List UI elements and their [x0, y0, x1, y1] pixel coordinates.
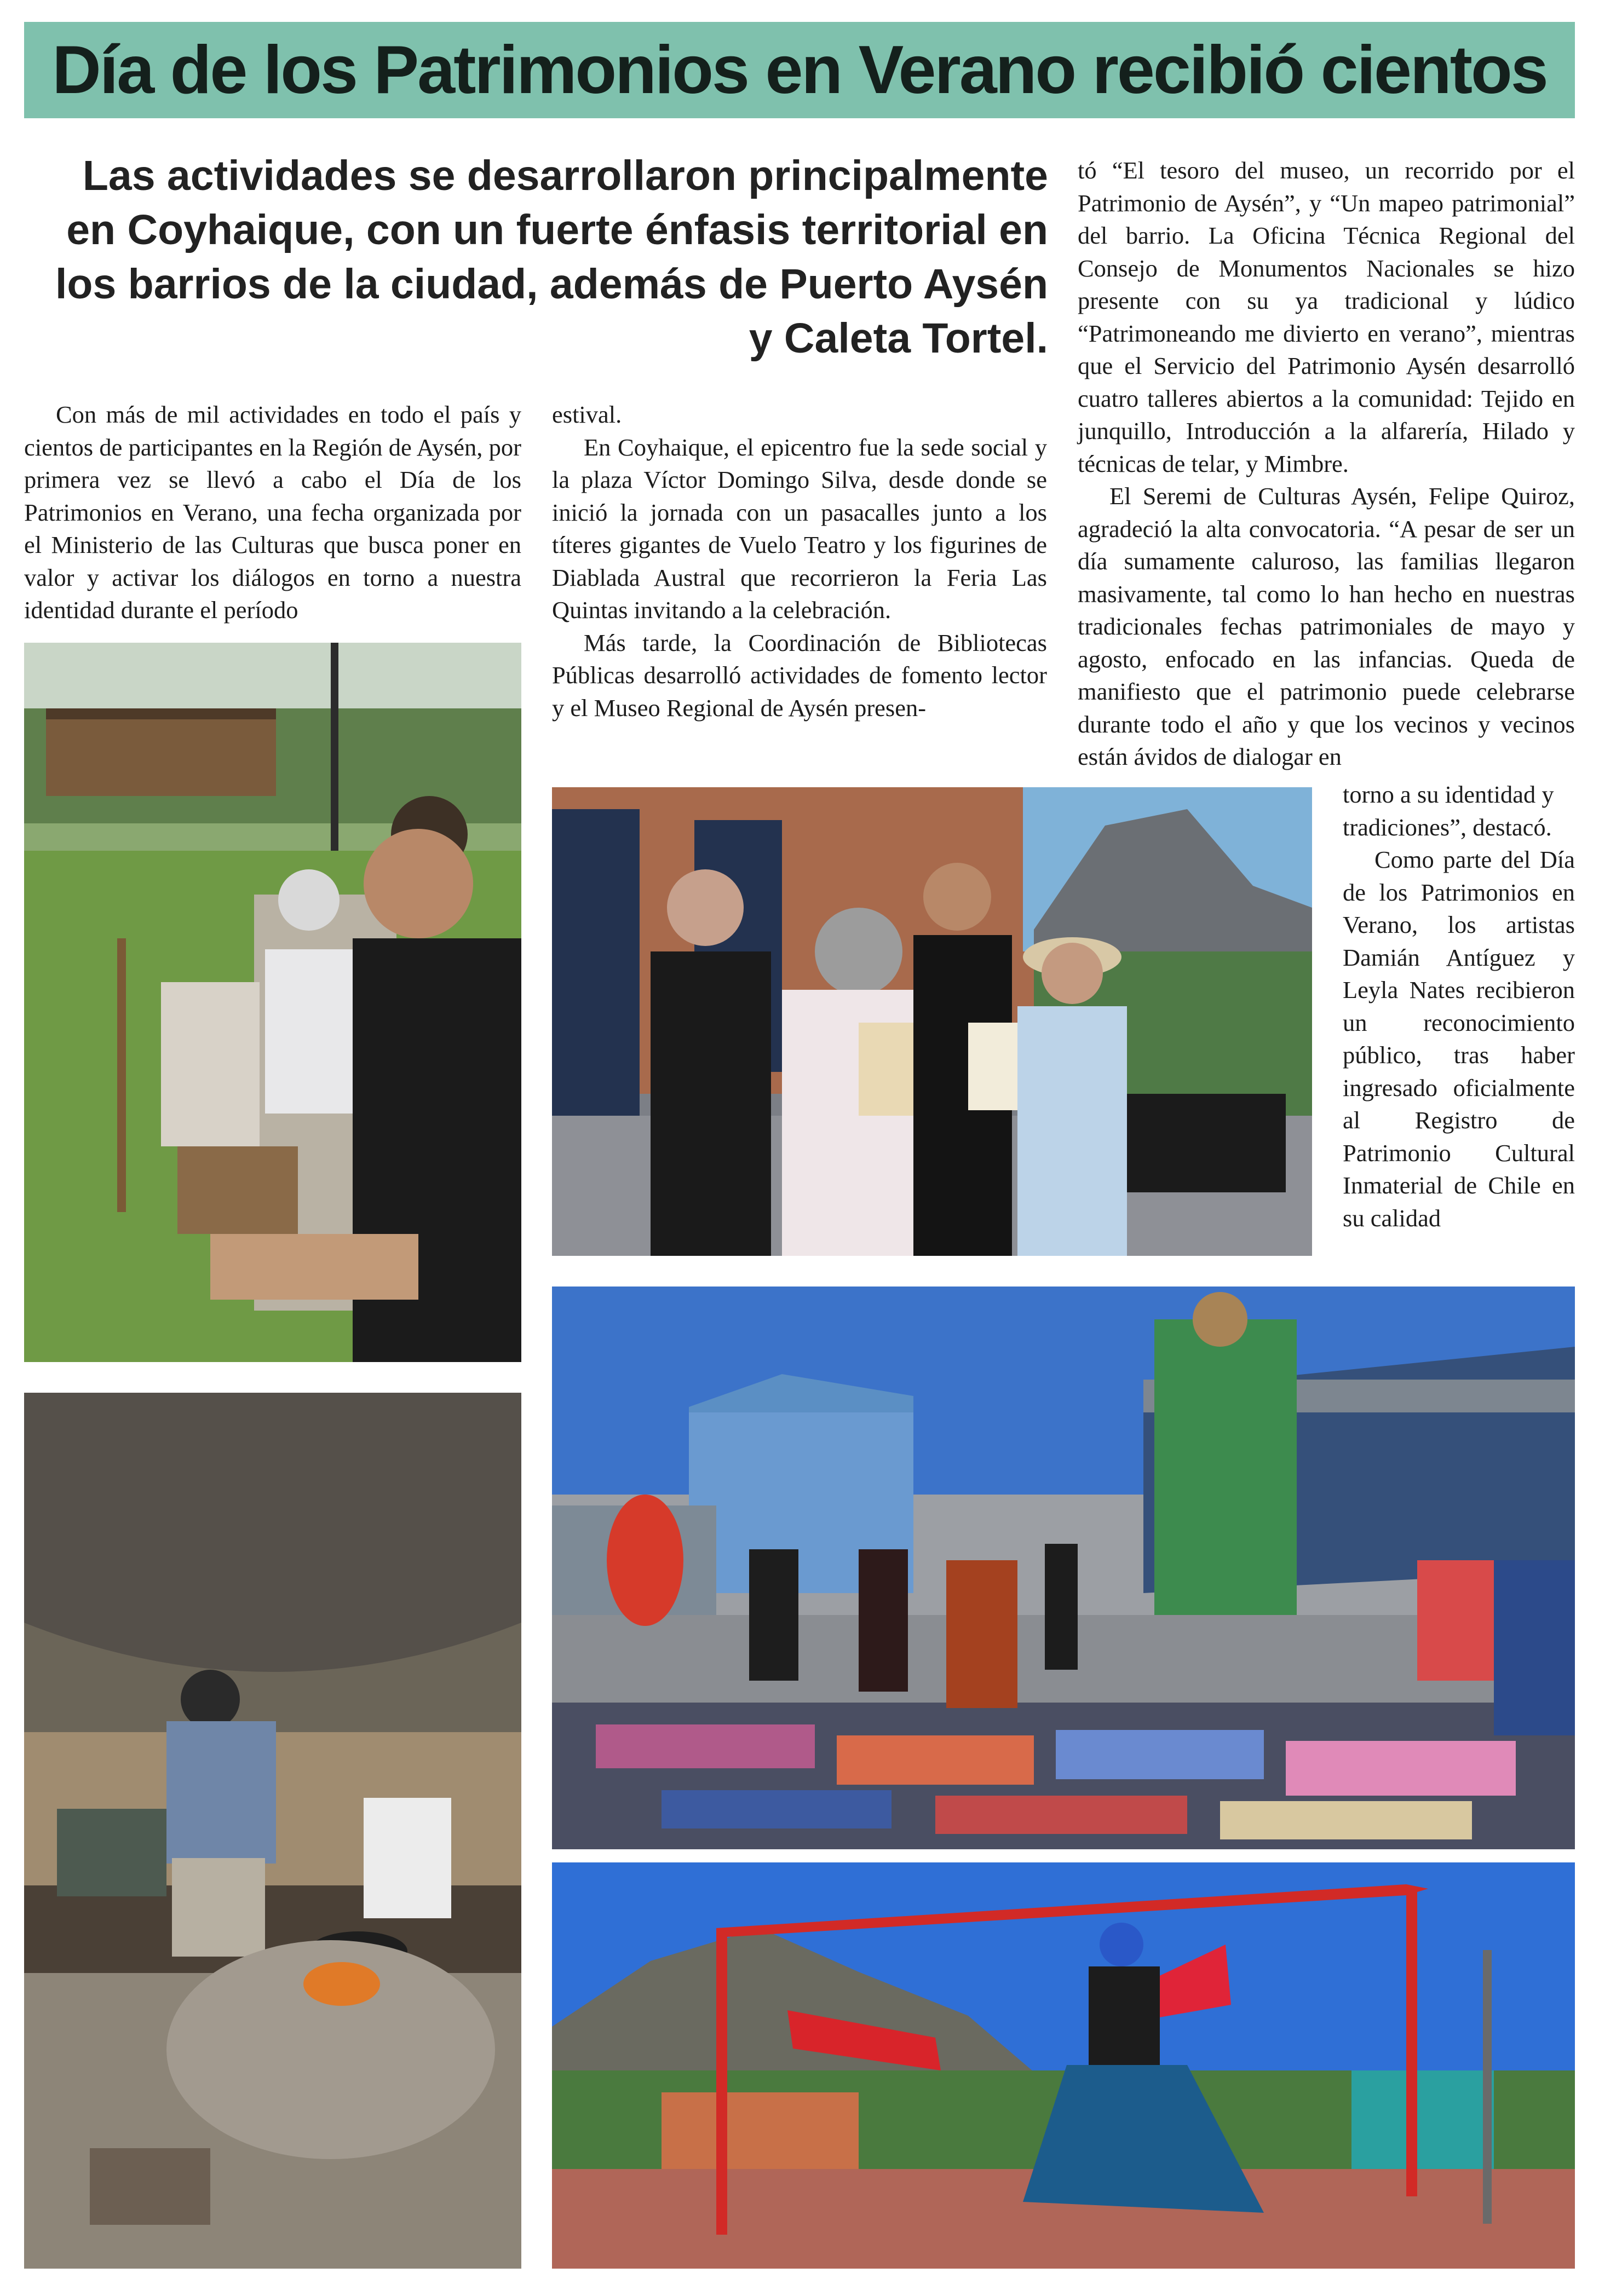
photo-swing-dancer	[552, 1862, 1575, 2269]
col2-paragraph-1: En Coyhaique, el epicentro fue la sede social y la plaza Víctor Domingo Silva, desde donde se inició la jornada con un pasacalles junto a los títeres gigantes de Vuelo Teatro y los figurines de Diablada Austral que recorrieron la Feria Las Quintas invitando a la celebración.	[552, 433, 1047, 624]
headline-bar	[24, 22, 1575, 118]
column-1	[24, 399, 521, 627]
col2-paragraph-2: Más tarde, la Coordinación de Bibliotecas Públicas desarrolló actividades de fomento lector y el Museo Regional de Aysén presen-	[552, 628, 1047, 722]
col3-paragraph-0: tó “El tesoro del museo, un recorrido por el Patrimonio de Aysén”, y “Un mapeo patrimonial” del barrio. La Oficina Técnica Regional del Consejo de Monumentos Nacionales se hizo presente con su ya tradicional y lúdico “Patrimoneando me divierto en verano”, mientras que el Servicio del Patrimonio Aysén desarrolló cuatro talleres abiertos a la comunidad: Tejido en junquillo, Introducción a la alfarería, Hilado y técnicas de telar, y Mimbre.	[1078, 157, 1575, 477]
photo-craft-workshop	[24, 643, 521, 1362]
column-2	[552, 399, 1047, 724]
column-3	[1078, 154, 1575, 774]
headline: Día de los Patrimonios en Verano recibió cientos	[52, 32, 1547, 108]
photo-cooking-fire	[24, 1393, 521, 2269]
column-3-narrow	[1343, 778, 1575, 1234]
col3-paragraph-1: El Seremi de Culturas Aysén, Felipe Quiroz, agradeció la alta convocatoria. “A pesar de ser un día sumamente caluroso, las familias llegaron masivamente, tal como lo han hecho en nuestras tradicionales fechas patrimoniales de mayo y agosto, enfocado en las infancias. Queda de manifiesto que el patrimonio puede celebrarse durante todo el año y que los vecinos y vecinos están ávidos de dialogar en	[1078, 482, 1575, 770]
col2-paragraph-0: estival.	[552, 401, 622, 428]
col3-paragraph-2: Como parte del Día de los Patrimonios en Verano, los artistas Damián Antíguez y Leyla Nates recibieron un reconocimiento público, tras haber ingresado oficialmente al Registro de Patrimonio Cultural Inmaterial de Chile en su calidad	[1343, 846, 1575, 1232]
photo-street-market	[552, 1287, 1575, 1849]
photo-recognition-ceremony	[552, 787, 1312, 1256]
col1-paragraph-1: Con más de mil actividades en todo el país y cientos de participantes en la Región de Aysén, por primera vez se llevó a cabo el Día de los Patrimonios en Verano, una fecha organizada por el Ministerio de las Culturas que busca poner en valor y activar los diálogos en torno a nuestra identidad durante el período	[24, 401, 521, 624]
deck: Las actividades se desarrollaron principalmente en Coyhaique, con un fuerte énfasis territorial en los barrios de la ciudad, además de Puerto Aysén y Caleta Tortel.	[55, 152, 1048, 362]
col3-paragraph-1b: torno a su identidad y tradiciones”, destacó.	[1343, 781, 1554, 841]
